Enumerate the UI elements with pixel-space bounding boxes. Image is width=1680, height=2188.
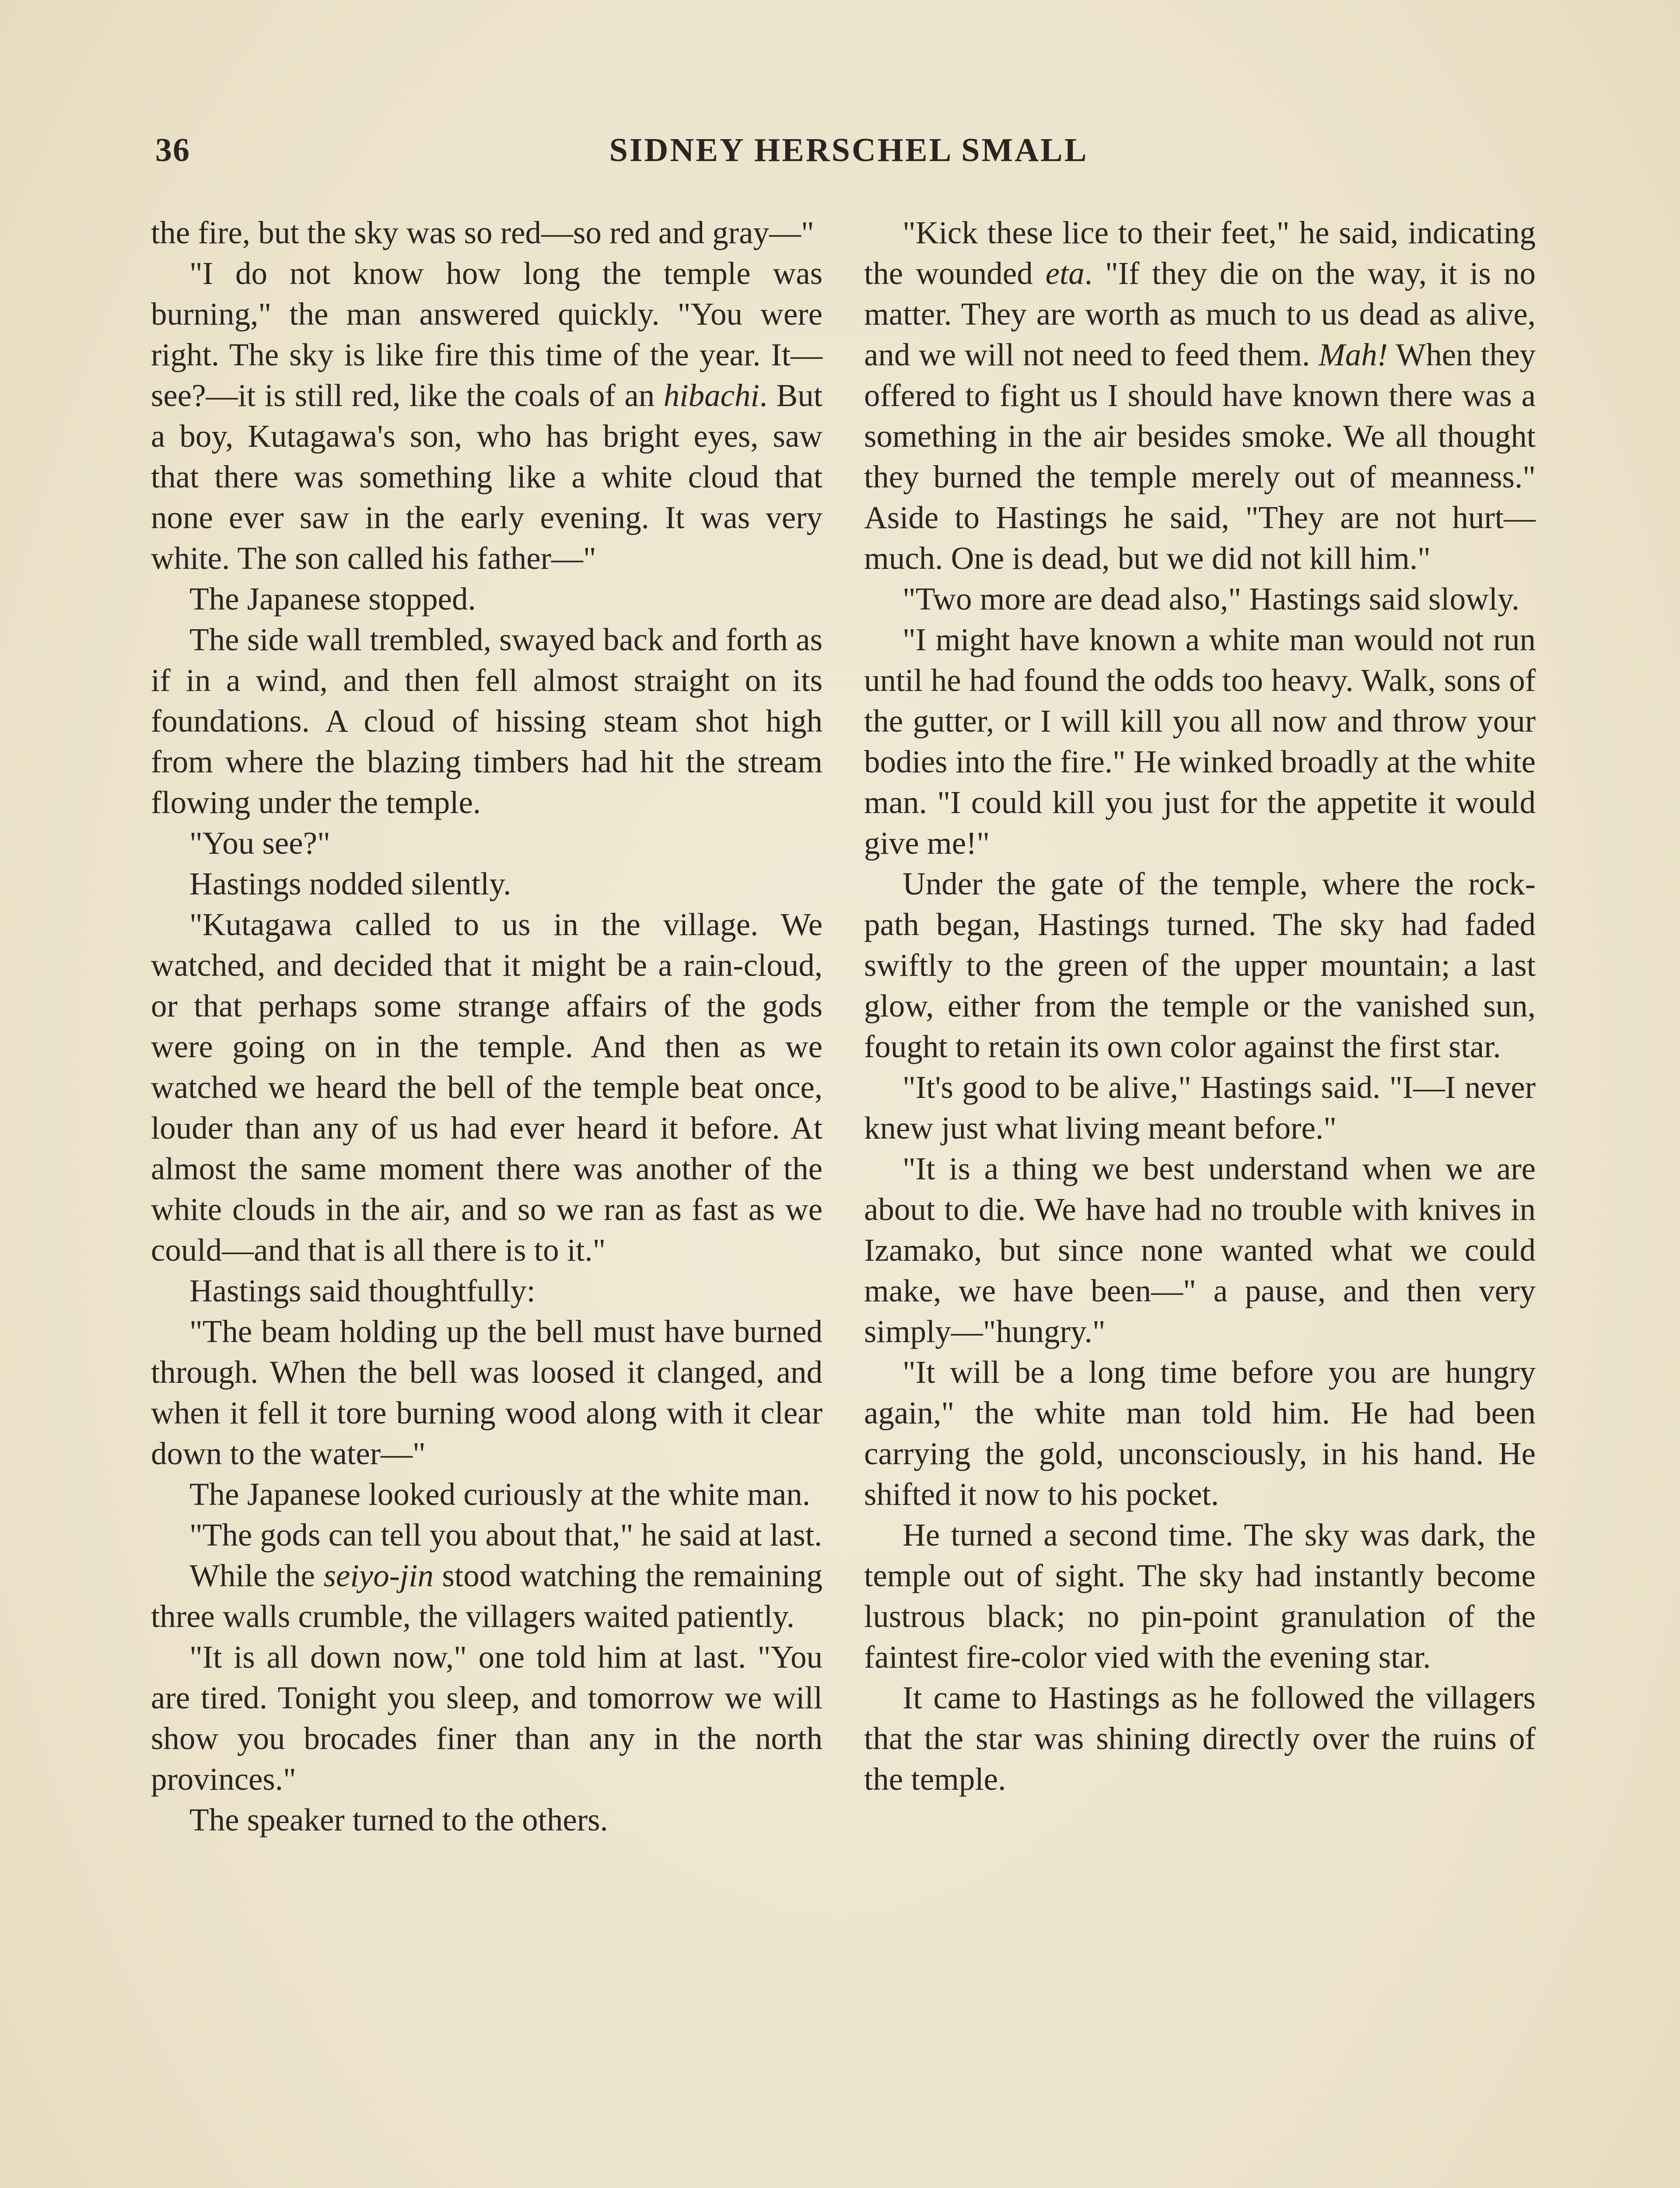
paragraph: "I might have known a white man would not run until he had found the odds too heavy. Walk, sons of the gutter, or I will kill you all now and throw your bodies into the fire." He winked broadly at the white man. "I could kill you just for the appetite it would give me!" <box>864 622 1536 861</box>
paragraph: The Japanese stopped. <box>189 581 476 617</box>
paragraph: While the seiyo-jin stood watching the remaining three walls crumble, the villagers waited patiently. <box>151 1558 822 1634</box>
paragraph: "It's good to be alive," Hastings said. "I—I never knew just what living meant before." <box>864 1069 1536 1146</box>
paragraph: "Kick these lice to their feet," he said, indicating the wounded eta. "If they die on the way, it is no matter. They are worth as much to us dead as alive, and we will not need to feed them. Mah! When they offered to fight us I should have known there was a something in the air besides smoke. We all thought they burned the temple merely out of meanness." Aside to Hastings he said, "They are not hurt—much. One is dead, but we did not kill him." <box>864 215 1536 576</box>
paragraph: "It will be a long time before you are hungry again," the white man told him. He had been carrying the gold, unconsciously, in his hand. He shifted it now to his pocket. <box>864 1354 1536 1512</box>
running-title: SIDNEY HERSCHEL SMALL <box>609 132 1088 168</box>
paragraph: Hastings said thoughtfully: <box>189 1273 536 1308</box>
paragraph: "It is all down now," one told him at last. "You are tired. Tonight you sleep, and tomorrow we will show you brocades finer than any in the north provinces." <box>151 1639 822 1797</box>
paragraph: The side wall trembled, swayed back and forth as if in a wind, and then fell almost straight on its foundations. A cloud of hissing steam shot high from where the blazing timbers had hit the stream flowing under the temple. <box>151 622 822 820</box>
right-column <box>864 212 1536 1799</box>
left-column <box>151 212 822 1840</box>
paragraph: "You see?" <box>189 825 330 861</box>
paragraph: The Japanese looked curiously at the white man. <box>189 1476 811 1512</box>
paragraph: "I do not know how long the temple was burning," the man answered quickly. "You were right. The sky is like fire this time of the year. It—see?—it is still red, like the coals of an hibachi. But a boy, Kutagawa's son, who has bright eyes, saw that there was something like a white cloud that none ever saw in the early evening. It was very white. The son called his father—" <box>151 256 822 576</box>
paragraph: It came to Hastings as he followed the villagers that the star was shining directly over the ruins of the temple. <box>864 1680 1536 1797</box>
paragraph: "Kutagawa called to us in the village. We watched, and decided that it might be a rain-cloud, or that perhaps some strange affairs of the gods were going on in the temple. And then as we watched we heard the bell of the temple beat once, louder than any of us had ever heard it before. At almost the same moment there was another of the white clouds in the air, and so we ran as fast as we could—and that is all there is to it." <box>151 907 822 1268</box>
paragraph: "The beam holding up the bell must have burned through. When the bell was loosed it clanged, and when it fell it tore burning wood along with it clear down to the water—" <box>151 1314 822 1471</box>
running-head <box>155 131 1542 179</box>
paragraph: "Two more are dead also," Hastings said slowly. <box>903 581 1520 617</box>
paragraph: "The gods can tell you about that," he said at last. <box>189 1517 822 1553</box>
paragraph: Hastings nodded silently. <box>189 866 511 901</box>
page-number: 36 <box>155 132 190 168</box>
paragraph: The speaker turned to the others. <box>189 1802 608 1837</box>
paragraph: He turned a second time. The sky was dark, the temple out of sight. The sky had instantly become lustrous black; no pin-point granulation of the faintest fire-color vied with the evening star. <box>864 1517 1536 1675</box>
paragraph: the fire, but the sky was so red—so red and gray—" <box>151 215 814 250</box>
paragraph: "It is a thing we best understand when we are about to die. We have had no trouble with knives in Izamako, but since none wanted what we could make, we have been—" a pause, and then very simply—"hungry." <box>864 1151 1536 1349</box>
paragraph: Under the gate of the temple, where the rock-path began, Hastings turned. The sky had faded swiftly to the green of the upper mountain; a last glow, either from the temple or the vanished sun, fought to retain its own color against the first star. <box>864 866 1536 1064</box>
